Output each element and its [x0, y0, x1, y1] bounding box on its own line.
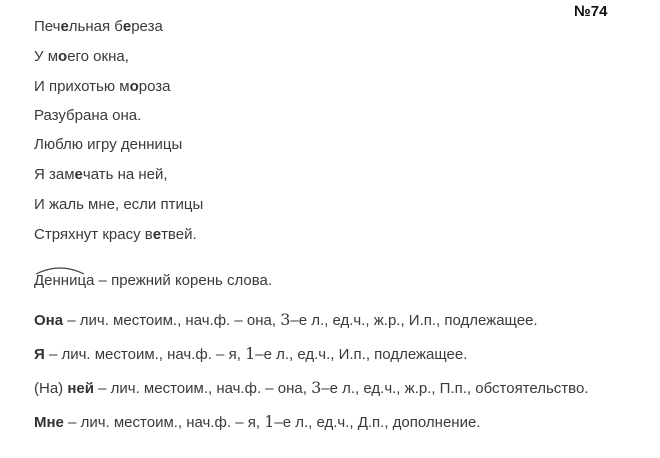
- task-number: №74: [574, 3, 608, 20]
- poem-line-4: Разубрана она.: [34, 107, 142, 124]
- stressed-vowel: е: [60, 18, 69, 35]
- stressed-vowel: е: [152, 226, 162, 243]
- analysis-word: Мне: [34, 414, 64, 431]
- analysis-word: Она: [34, 312, 64, 329]
- analysis-line-4: Мне – лич. местоим., нач.ф. – я, 1–е л., ед.ч., Д.п., дополнение.: [34, 412, 481, 431]
- root-arc-icon: [34, 265, 86, 275]
- poem-line-2: У моего окна,: [34, 48, 129, 65]
- poem-line-1: Печельная береза: [34, 18, 163, 35]
- poem-line-5: Люблю игру денницы: [34, 136, 183, 153]
- poem-line-8: Стряхнут красу ветвей.: [34, 226, 197, 243]
- root-word: Денница: [34, 272, 94, 290]
- poem-line-7: И жаль мне, если птицы: [34, 196, 204, 213]
- poem-line-6: Я замечать на ней,: [34, 166, 168, 183]
- stressed-vowel: о: [58, 48, 68, 65]
- analysis-line-1: Она – лич. местоим., нач.ф. – она, 3–е л., ед.ч., ж.р., И.п., подлежащее.: [34, 310, 538, 329]
- stressed-vowel: о: [129, 78, 139, 95]
- analysis-line-2: Я – лич. местоим., нач.ф. – я, 1–е л., ед.ч., И.п., подлежащее.: [34, 344, 468, 363]
- root-note: Денница – прежний корень слова.: [34, 272, 272, 290]
- stressed-vowel: е: [74, 166, 83, 183]
- analysis-line-3: (На) ней – лич. местоим., нач.ф. – она, 3–е л., ед.ч., ж.р., П.п., обстоятельство.: [34, 378, 589, 397]
- poem-line-3: И прихотью мороза: [34, 78, 171, 95]
- stressed-vowel: е: [122, 18, 132, 35]
- analysis-word: Я: [34, 346, 45, 363]
- analysis-word: ней: [67, 380, 94, 397]
